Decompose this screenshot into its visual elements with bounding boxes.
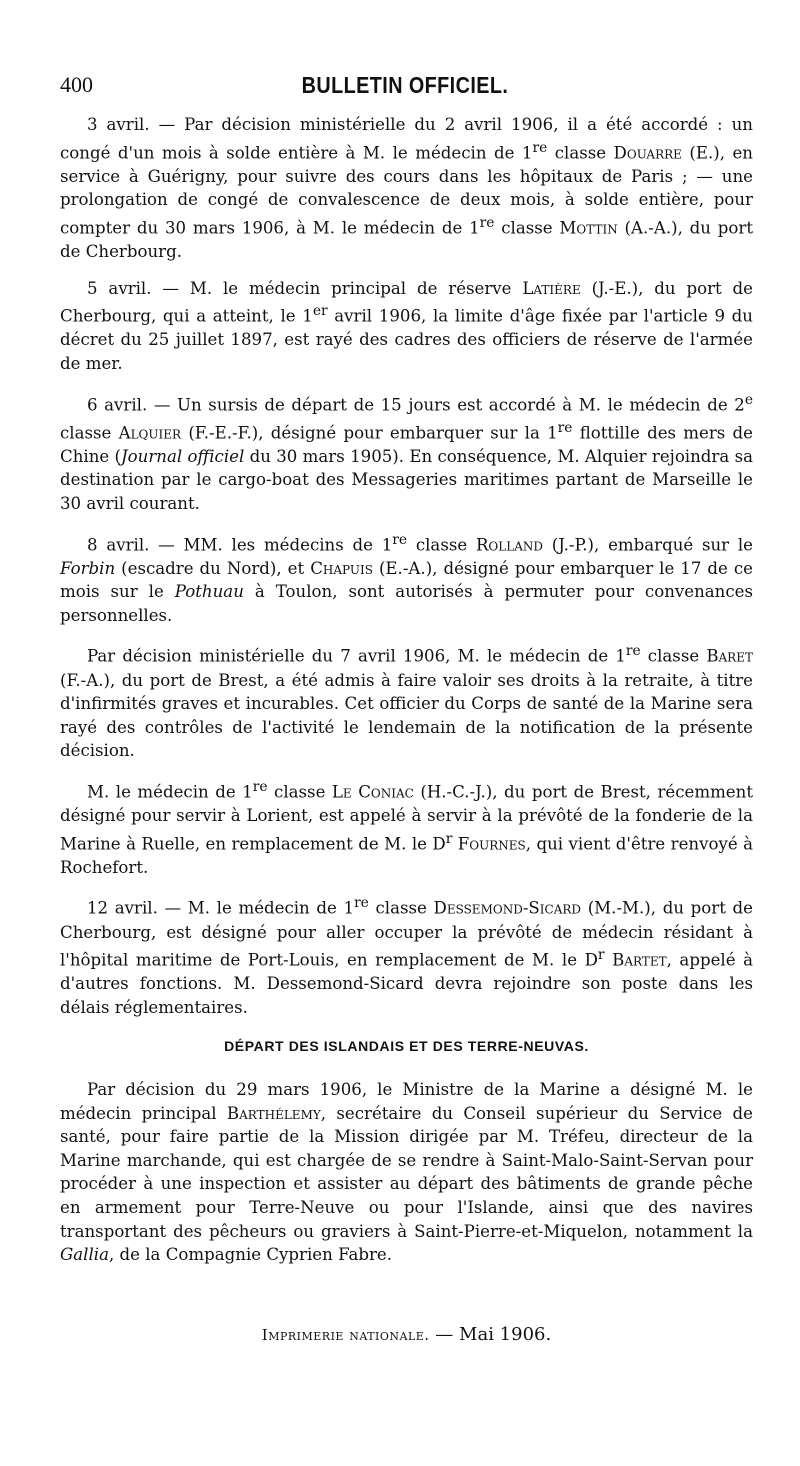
footer-date: Mai 1906.	[459, 1324, 552, 1345]
text-run: classe	[494, 218, 560, 238]
person-name: Rolland	[475, 535, 543, 555]
ship-name: Gallia	[60, 1245, 109, 1265]
text-run: re	[252, 778, 268, 795]
text-run: re	[354, 895, 369, 912]
paragraph-7-avril-retraite	[60, 640, 753, 763]
text-run: classe	[640, 647, 707, 666]
text-run: r	[597, 947, 605, 964]
page-number: 400	[60, 72, 93, 97]
printer-imprint: Imprimerie nationale.	[261, 1326, 430, 1344]
text-run: , qui vient d'être renvoyé à Rochefort.	[60, 834, 753, 877]
running-title: BULLETIN OFFICIEL.	[301, 72, 509, 98]
text-run: (A.-A.), du port de Cherbourg.	[60, 218, 753, 262]
section-title: DÉPART DES ISLANDAIS ET DES TERRE-NEUVAS.	[224, 1038, 589, 1054]
text-run: M. le médecin de 1	[87, 782, 253, 802]
publication-title: Journal officiel	[121, 446, 245, 466]
text-run: 3 avril. — Par décision ministérielle du 2 avril 1906, il a été accordé : un congé d'un mois à solde entière à M. le médecin de 1	[60, 115, 753, 163]
text-run: 5 avril. — M. le médecin principal de réserve	[87, 278, 523, 298]
text-run: 12 avril. — M. le médecin de 1	[87, 898, 355, 918]
text-run: (E.), en service à Guérigny, pour suivre des cours dans les hôpitaux de Paris ; — une prolongation de congé de convalescence de deux mois, à solde entière, pour compter du 30 mars 1906, à M. le médecin de 1	[60, 143, 753, 238]
text-run: 6 avril. — Un sursis de départ de 15 jours est accordé à M. le médecin de 2	[87, 395, 745, 415]
text-run: , appelé à d'autres fonctions. M. Dessemond-Sicard devra rejoindre son poste dans les délais réglementaires.	[60, 950, 753, 1017]
section-body	[60, 1078, 753, 1280]
text-run: (H.-C.-J.), du port de Brest, récemment désigné pour servir à Lorient, est appelé à servir à la prévôté de la fonderie de la Marine à Ruelle, en remplacement de M. le D	[60, 782, 753, 854]
paragraph-depart-islandais	[60, 1078, 753, 1267]
text-run: r	[445, 830, 453, 847]
text-run: re	[625, 643, 641, 660]
paragraph-3-avril	[60, 113, 753, 264]
person-name: Latière	[522, 278, 581, 298]
text-run: (escadre du Nord), et	[115, 558, 311, 578]
text-run: Par décision ministérielle du 7 avril 1906, M. le médecin de 1	[87, 647, 626, 666]
text-run: (J.-P.), embarqué sur le	[543, 535, 753, 555]
text-run: du 30 mars 1905). En conséquence, M. Alquier rejoindra sa destination par le cargo-boat des Messageries maritimes partant de Marseille le 30 avril courant.	[60, 446, 753, 513]
footer-separator: —	[429, 1324, 460, 1345]
text-run: re	[557, 419, 573, 436]
text-run: re	[532, 139, 548, 156]
text-run: 8 avril. — MM. les médecins de 1	[87, 535, 393, 555]
text-run: , secrétaire du Conseil supérieur du Service de santé, pour faire partie de la Mission dirigée par M. Tréfeu, directeur de la Marine marchande, qui est chargée de se rendre à Saint-Malo-Saint-Servan pour procéder à une inspection et assister au départ des bâtiments de grande pêche en armement pour Terre-Neuve ou pour l'Islande, ainsi que des navires transportant des pêcheurs ou graviers à Saint-Pierre-et-Miquelon, notamment la	[60, 1103, 753, 1241]
text-run: classe	[60, 423, 119, 443]
text-run: (F.-E.-F.), désigné pour embarquer sur la 1	[181, 423, 558, 443]
person-name: Bartet	[612, 950, 667, 970]
page-header	[60, 72, 750, 106]
text-run: classe	[368, 898, 434, 918]
body-text	[60, 113, 753, 1032]
ship-name: Pothuau	[174, 582, 244, 602]
paragraph-8-avril	[60, 529, 753, 628]
text-run: re	[392, 531, 408, 548]
person-name: Alquier	[118, 423, 182, 443]
page-footer	[60, 1324, 753, 1345]
person-name: Chapuis	[310, 558, 373, 578]
person-name: Douarre	[613, 143, 682, 163]
text-run: (E.-A.), désigné pour embarquer le 17 de ce mois sur le	[60, 558, 753, 602]
paragraph-6-avril	[60, 389, 753, 516]
text-run: re	[479, 214, 495, 231]
person-name: Fournes	[457, 834, 526, 854]
person-name: Baret	[706, 647, 753, 666]
text-run: classe	[407, 535, 476, 555]
person-name: Mottin	[559, 218, 618, 238]
text-run: (F.-A.), du port de Brest, a été admis à faire valoir ses droits à la retraite, à titre d'infirmités graves et incurables. Cet officier du Corps de santé de la Marine sera rayé des contrôles de l'activité le lendemain de la notification de la présente décision.	[60, 670, 753, 761]
person-name: Le Coniac	[331, 782, 414, 802]
text-run: classe	[267, 782, 332, 802]
paragraph-5-avril	[60, 277, 753, 376]
text-run: (M.-M.), du port de Cherbourg, est désigné pour aller occuper la prévôté de médecin résidant à l'hôpital maritime de Port-Louis, en remplacement de M. le D	[60, 898, 753, 970]
text-run: classe	[547, 143, 614, 163]
text-run: à Toulon, sont autorisés à permuter pour convenances personnelles.	[60, 582, 753, 625]
text-run: er	[312, 303, 328, 320]
text-run: avril 1906, la limite d'âge fixée par l'article 9 du décret du 25 juillet 1897, est rayé des cadres des officiers de réserve de l'armée de mer.	[60, 306, 753, 373]
person-name: Dessemond-Sicard	[433, 898, 582, 918]
text-run	[605, 951, 613, 970]
text-run: (J.-E.), du port de Cherbourg, qui a atteint, le 1	[60, 278, 753, 326]
text-run: e	[744, 391, 753, 408]
ship-name: Forbin	[60, 558, 116, 578]
text-run: , de la Compagnie Cyprien Fabre.	[108, 1245, 393, 1265]
text-run: Par décision du 29 mars 1906, le Ministre de la Marine a désigné M. le médecin principal	[60, 1080, 753, 1123]
paragraph-le-coniac	[60, 776, 753, 879]
paragraph-12-avril	[60, 892, 753, 1019]
person-name: Barthélemy	[226, 1103, 321, 1123]
text-run: flottille des mers de Chine (	[60, 423, 754, 466]
